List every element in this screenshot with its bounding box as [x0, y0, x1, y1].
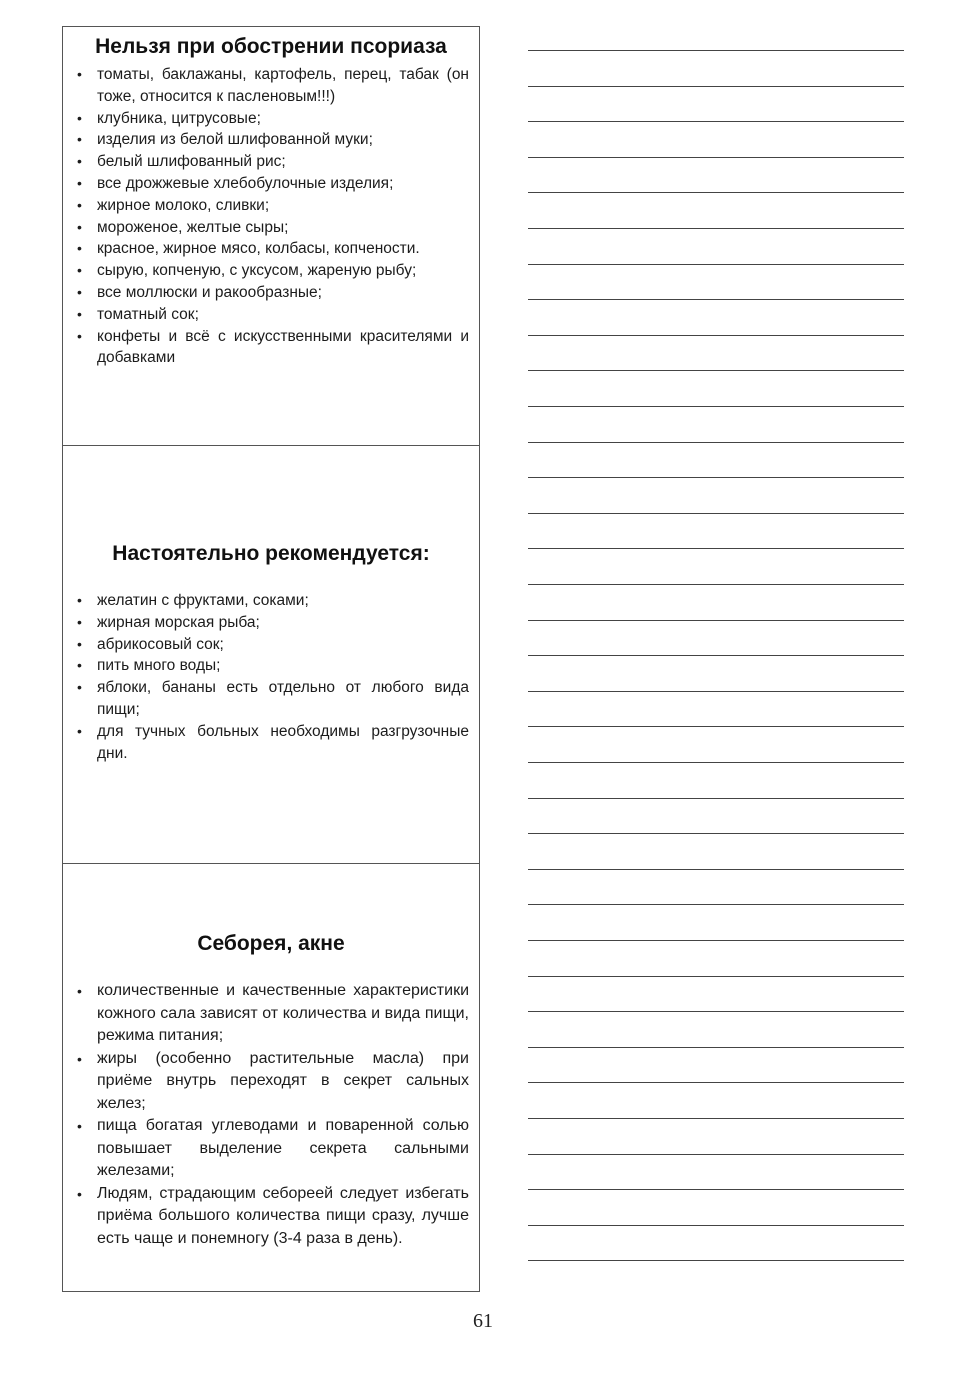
seborrhea-section — [63, 863, 479, 1293]
list-item: • мороженое, желтые сыры; — [75, 217, 469, 239]
ruled-line — [528, 477, 904, 478]
ruled-line — [528, 264, 904, 265]
notes-panel — [62, 26, 480, 1292]
list-item: • томаты, баклажаны, картофель, перец, табак (он тоже, относится к пасленовым!!!) — [75, 64, 469, 108]
ruled-line — [528, 762, 904, 763]
seborrhea-title: Себорея, акне — [197, 932, 345, 955]
ruled-line — [528, 406, 904, 407]
ruled-line — [528, 1154, 904, 1155]
ruled-line — [528, 1118, 904, 1119]
ruled-line — [528, 442, 904, 443]
ruled-line — [528, 513, 904, 514]
ruled-line — [528, 1260, 904, 1261]
list-item: • жирное молоко, сливки; — [75, 195, 469, 217]
ruled-line — [528, 976, 904, 977]
list-item: • яблоки, бананы есть отдельно от любого вида пищи; — [75, 677, 469, 721]
list-item: • для тучных больных необходимы разгрузочные дни. — [75, 721, 469, 765]
ruled-line — [528, 228, 904, 229]
ruled-line — [528, 904, 904, 905]
recommended-title: Настоятельно рекомендуется: — [112, 542, 430, 565]
list-item: • пища богатая углеводами и поваренной солью повышает выделение секрета сальными железами; — [75, 1115, 469, 1183]
ruled-line — [528, 620, 904, 621]
ruled-line — [528, 584, 904, 585]
ruled-line — [528, 655, 904, 656]
ruled-line — [528, 548, 904, 549]
list-item: • Людям, страдающим себореей следует избегать приёма большого количества пищи сразу, лучше есть чаще и понемногу (3-4 раза в день). — [75, 1183, 469, 1251]
psoriasis-title: Нельзя при обострении псориаза — [95, 35, 447, 58]
ruled-lines — [528, 0, 904, 1300]
list-item: • красное, жирное мясо, колбасы, копчености. — [75, 238, 469, 260]
list-item: • все моллюски и ракообразные; — [75, 282, 469, 304]
ruled-line — [528, 869, 904, 870]
psoriasis-section — [63, 27, 479, 445]
ruled-line — [528, 798, 904, 799]
page-number: 61 — [473, 1310, 493, 1332]
list-item: • жиры (особенно растительные масла) при приёме внутрь переходят в секрет сальных желез; — [75, 1048, 469, 1116]
ruled-line — [528, 86, 904, 87]
ruled-line — [528, 157, 904, 158]
psoriasis-list — [63, 64, 479, 369]
ruled-line — [528, 1082, 904, 1083]
list-item: • томатный сок; — [75, 304, 469, 326]
list-item: • белый шлифованный рис; — [75, 151, 469, 173]
recommended-section — [63, 445, 479, 863]
ruled-line — [528, 691, 904, 692]
list-item: • пить много воды; — [75, 655, 469, 677]
ruled-line — [528, 1189, 904, 1190]
list-item: • абрикосовый сок; — [75, 634, 469, 656]
list-item: • количественные и качественные характеристики кожного сала зависят от количества и вида пищи, режима питания; — [75, 980, 469, 1048]
ruled-line — [528, 370, 904, 371]
ruled-line — [528, 50, 904, 51]
list-item: • конфеты и всё с искусственными красителями и добавками — [75, 326, 469, 370]
ruled-line — [528, 1047, 904, 1048]
list-item: • все дрожжевые хлебобулочные изделия; — [75, 173, 469, 195]
recommended-list — [63, 590, 479, 764]
ruled-line — [528, 121, 904, 122]
list-item: • клубника, цитрусовые; — [75, 108, 469, 130]
list-item: • жирная морская рыба; — [75, 612, 469, 634]
list-item: • изделия из белой шлифованной муки; — [75, 129, 469, 151]
seborrhea-list — [63, 980, 479, 1250]
ruled-line — [528, 1225, 904, 1226]
ruled-line — [528, 335, 904, 336]
ruled-line — [528, 1011, 904, 1012]
ruled-line — [528, 726, 904, 727]
ruled-line — [528, 299, 904, 300]
ruled-line — [528, 833, 904, 834]
ruled-line — [528, 192, 904, 193]
list-item: • желатин с фруктами, соками; — [75, 590, 469, 612]
ruled-line — [528, 940, 904, 941]
list-item: • сырую, копченую, с уксусом, жареную рыбу; — [75, 260, 469, 282]
